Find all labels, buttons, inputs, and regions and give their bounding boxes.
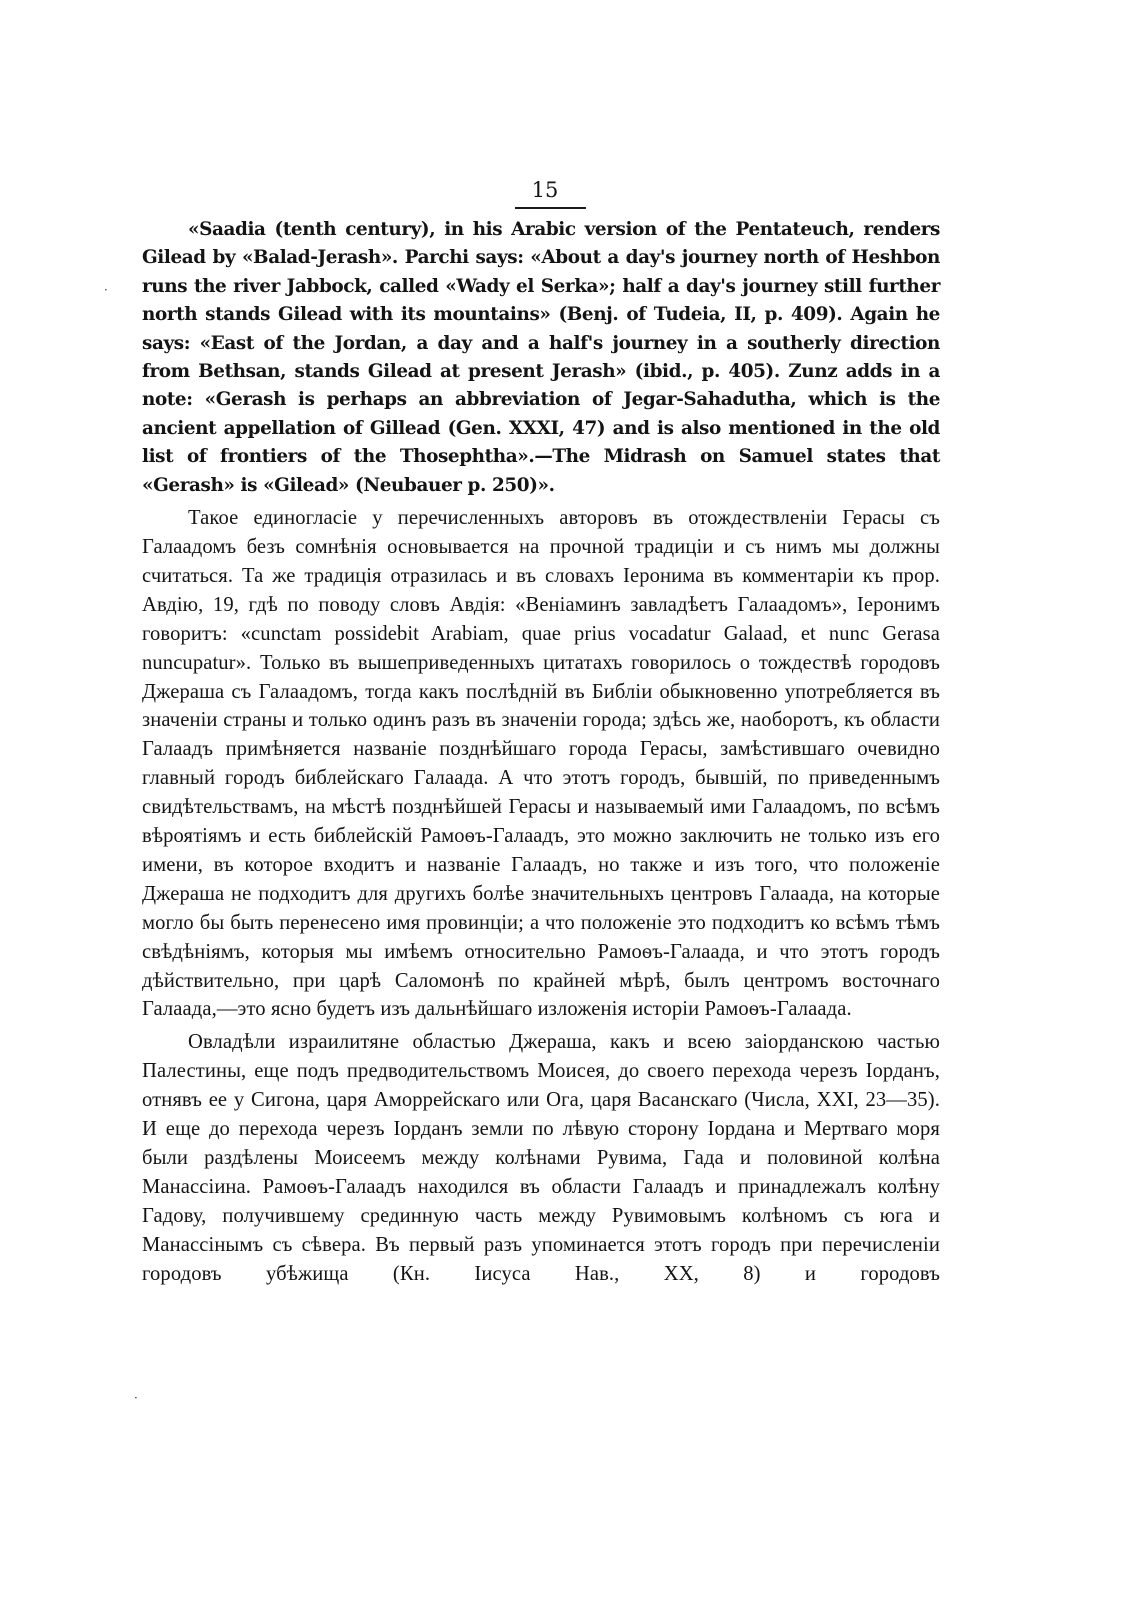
- scan-speck: ·: [134, 1391, 138, 1405]
- paragraph-israelites: Овладѣли израилитяне областью Джераша, какъ и всею заіорданскою частью Палестины, еще подъ предводительствомъ Моисея, до своего перехода черезъ Іорданъ, отнявъ ее у Сигона, царя Аморрейскаго или Ога, царя Васанскаго (Числа, XXI, 23—35). И еще до перехода черезъ Іорданъ земли по лѣвую сторону Іордана и Мертваго моря были раздѣлены Моисеемъ между колѣнами Рувима, Гада и половиной колѣна Манассіина. Рамоѳъ-Галаадъ находился въ области Галаадъ и принадлежалъ колѣну Гадову, получившему срединную часть между Рувимовымъ колѣномъ съ юга и Манассінымъ съ сѣвера. Въ первый разъ упоминается этотъ городъ при перечисленіи городовъ убѣжища (Кн. Іисуса Нав., XX, 8) и городовъ: [142, 1031, 940, 1285]
- page-number: 15: [531, 178, 559, 202]
- body-text: [142, 216, 940, 1289]
- paragraph-unanimity: Такое единогласіе у перечисленныхъ авторовъ въ отождествленіи Герасы съ Галаадомъ безъ сомнѣнія основывается на прочной традиціи и съ нимъ мы должны считаться. Та же традиція отразилась и въ словахъ Іеронима въ комментаріи къ прор. Авдію, 19, гдѣ по поводу словъ Авдія: «Веніаминъ завладѣетъ Галаадомъ», Іеронимъ говоритъ: «cunctam possidebit Arabiam, quae prius vocadatur Galaad, et nunc Gerasa nuncupatur». Только въ вышеприведенныхъ цитатахъ говорилось о тождествѣ городовъ Джераша съ Галаадомъ, тогда какъ послѣдній въ Библіи обыкновенно употребляется въ значеніи страны и только одинъ разъ въ значеніи города; здѣсь же, наоборотъ, къ области Галаадъ примѣняется названіе позднѣйшаго города Герасы, замѣстившаго очевидно главный городъ библейскаго Галаада. А что этотъ городъ, бывшій, по приведеннымъ свидѣтельствамъ, на мѣстѣ позднѣйшей Герасы и называемый ими Галаадомъ, по всѣмъ вѣроятіямъ и есть библейскій Рамоѳъ-Галаадъ, это можно заключить не только изъ его имени, въ которое входитъ и названіе Галаадъ, но также и изъ того, что положеніе Джераша не подходитъ для другихъ болѣе значительныхъ центровъ Галаада, на которые могло бы быть перенесено имя провинціи; а что положеніе это подходитъ ко всѣмъ тѣмъ свѣдѣніямъ, которыя мы имѣемъ относительно Рамоѳъ-Галаада, и что этотъ городъ дѣйствительно, при царѣ Саломонѣ по крайней мѣрѣ, былъ центромъ восточнаго Галаада,—это ясно будетъ изъ дальнѣйшаго изложенія исторіи Рамоѳъ-Галаада.: [142, 507, 940, 1021]
- scan-speck: ·: [104, 283, 108, 297]
- paragraph-saadia-quote: «Saadia (tenth century), in his Arabic version of the Pentateuch, renders Gilead by «Balad-Jerash». Parchi says: «About a day's journey north of Heshbon runs the river Jabbock, called «Wady el Serka»; half a day's journey still further north stands Gilead with its mountains» (Benj. of Tudeia, II, p. 409). Again he says: «East of the Jordan, a day and a half's journey in a southerly direction from Bethsan, stands Gilead at present Jerash» (ibid., p. 405). Zunz adds in a note: «Gerash is perhaps an abbreviation of Jegar-Sahaduthа, which is the ancient appellation of Gillead (Gen. XXXI, 47) and is also mentioned in the old list of frontiers of the Thosephtha».—The Midrash on Samuel states that «Gerash» is «Gilead» (Neubauer p. 250)».: [142, 219, 940, 496]
- page-number-rule: [515, 207, 586, 209]
